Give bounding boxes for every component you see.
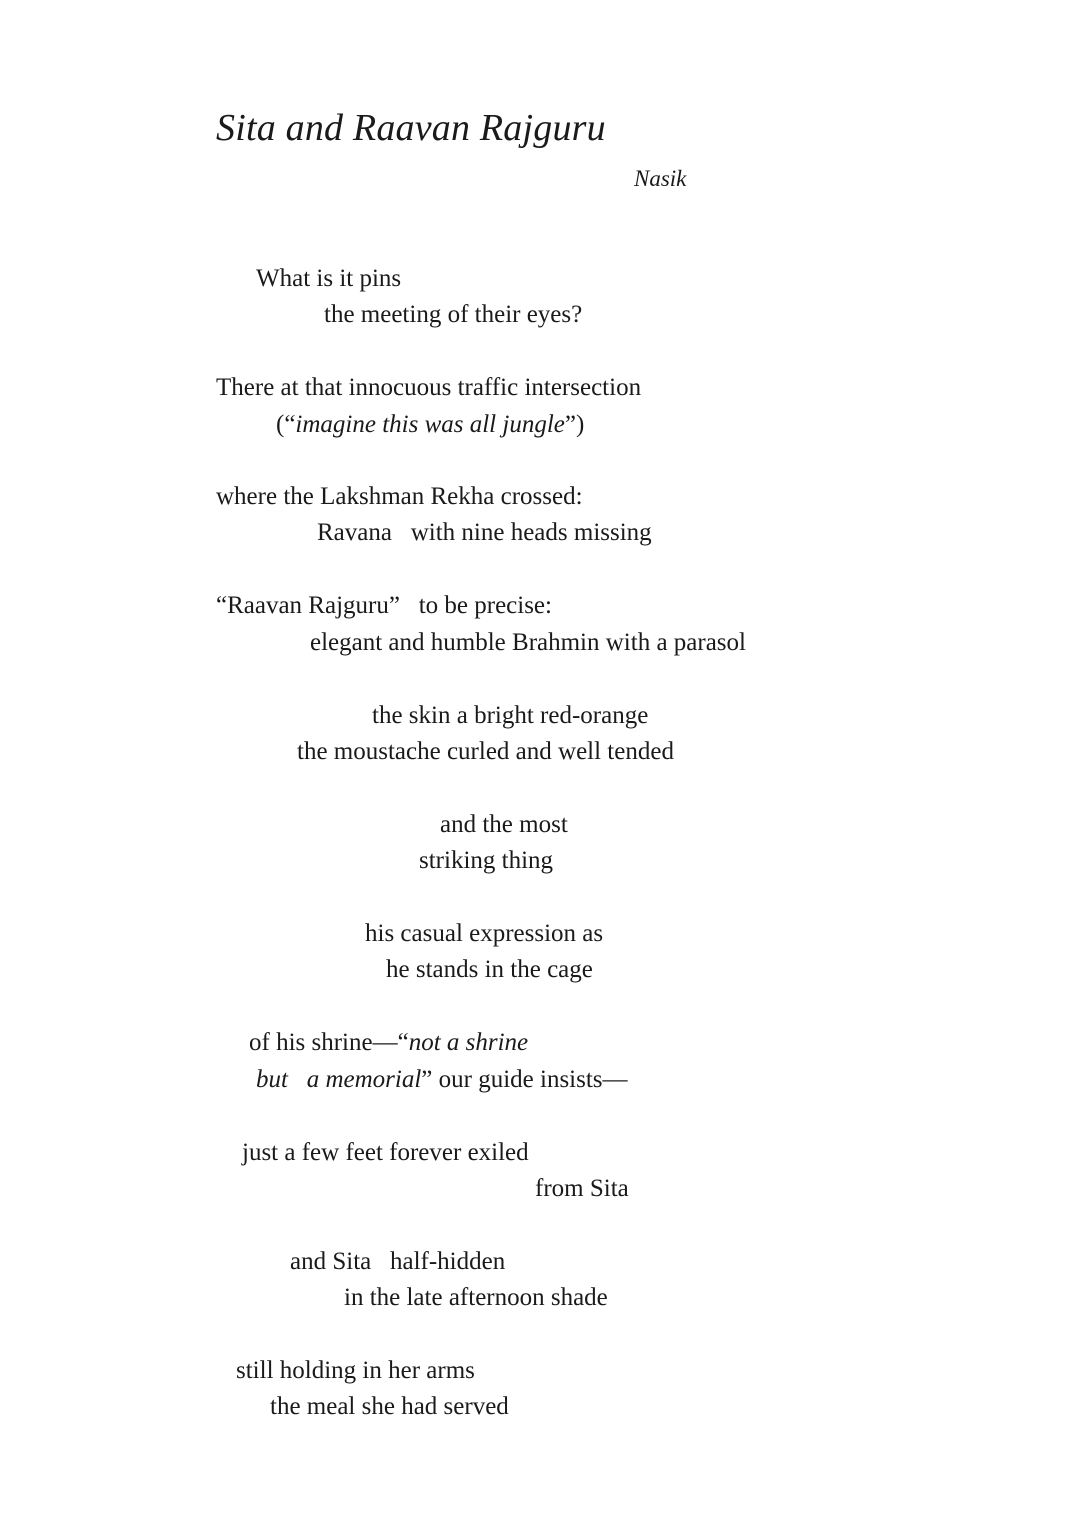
poem-line: What is it pins [256,265,402,292]
poem-line: he stands in the cage [386,956,593,983]
poem-line-fragment: of his shrine—“ [249,1029,409,1056]
poem-line [249,1028,528,1058]
poem-line: the meeting of their eyes? [324,301,583,328]
poem-line: the meal she had served [270,1393,509,1420]
poem-line-italic: not a shrine [408,1029,529,1056]
poem-line-fragment: (“ [276,411,296,438]
poem-line: his casual expression as [365,920,604,947]
poem-line [256,1065,628,1095]
poem-line: just a few feet forever exiled [242,1139,529,1166]
poem-line [276,410,584,440]
poem-line: the skin a bright red-orange [372,702,649,729]
poem-title: Sita and Raavan Rajguru [216,107,606,149]
poem-line: Ravana with nine heads missing [317,519,652,546]
poem-line: in the late afternoon shade [344,1284,608,1311]
poem-line: striking thing [419,847,554,874]
poem-line-fragment: ” our guide insists— [421,1066,628,1093]
poem-line: There at that innocuous traffic intersection [216,374,642,401]
poem-line: and the most [440,811,568,838]
poem-line-italic: imagine this was all jungle [295,411,565,438]
poem-line: still holding in her arms [236,1357,475,1384]
poem-line: elegant and humble Brahmin with a parasol [310,629,746,656]
poem-place: Nasik [634,166,687,191]
poem-line: the moustache curled and well tended [297,738,674,765]
poem-line: and Sita half-hidden [290,1248,506,1275]
poem-line: “Raavan Rajguru” to be precise: [216,592,552,619]
poem-line-italic: but a memorial [256,1066,422,1093]
poem-line: where the Lakshman Rekha crossed: [216,483,583,510]
poem-line-fragment: ”) [564,411,585,438]
poem-line: from Sita [535,1175,629,1202]
